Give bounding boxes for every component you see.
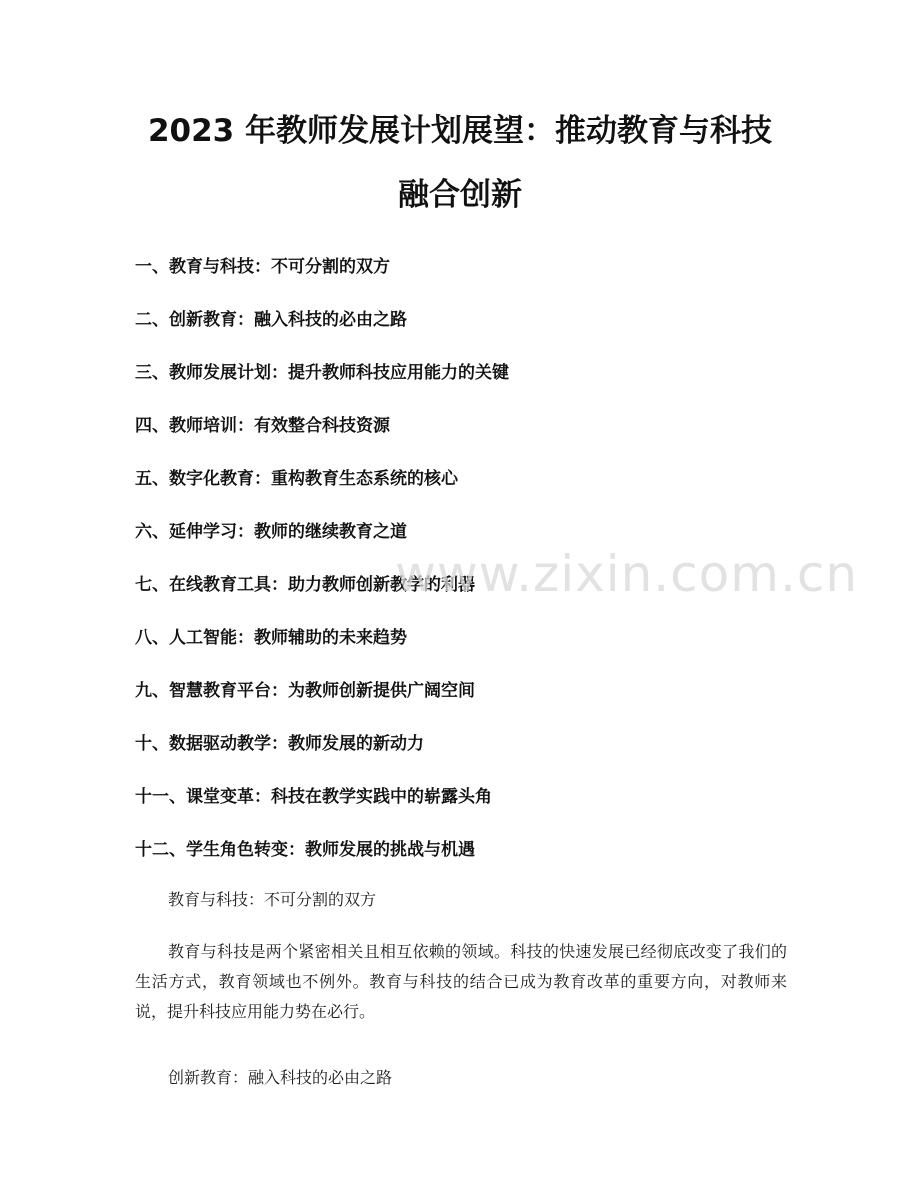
toc-item-8: 八、人工智能：教师辅助的未来趋势 (135, 628, 407, 648)
toc-item-7: 七、在线教育工具：助力教师创新教学的利器 (135, 575, 475, 595)
toc-item-4: 四、教师培训：有效整合科技资源 (135, 416, 390, 436)
toc-item-3: 三、教师发展计划：提升教师科技应用能力的关键 (135, 363, 509, 383)
toc-item-12: 十二、学生角色转变：教师发展的挑战与机遇 (135, 840, 475, 860)
toc-item-5: 五、数字化教育：重构教育生态系统的核心 (135, 469, 458, 489)
toc-item-11: 十一、课堂变革：科技在教学实践中的崭露头角 (135, 787, 492, 807)
toc-item-1: 一、教育与科技：不可分割的双方 (135, 257, 390, 277)
toc-item-2: 二、创新教育：融入科技的必由之路 (135, 310, 407, 330)
toc-item-6: 六、延伸学习：教师的继续教育之道 (135, 522, 407, 542)
section-heading-1: 教育与科技：不可分割的双方 (168, 890, 377, 909)
section-body-1: 教育与科技是两个紧密相关且相互依赖的领域。科技的快速发展已经彻底改变了我们的生活方式，教育领域也不例外。教育与科技的结合已成为教育改革的重要方向，对教师来说，提升科技应用能力势在必行。 (135, 942, 787, 1021)
section-heading-2: 创新教育：融入科技的必由之路 (168, 1068, 393, 1087)
toc-item-9: 九、智慧教育平台：为教师创新提供广阔空间 (135, 681, 475, 701)
document-title-line-2: 融合创新 (398, 177, 522, 213)
document-title-line-1: 2023 年教师发展计划展望：推动教育与科技 (147, 113, 773, 149)
toc-item-10: 十、数据驱动教学：教师发展的新动力 (135, 734, 424, 754)
watermark: www.zixin.com.cn (395, 545, 859, 603)
